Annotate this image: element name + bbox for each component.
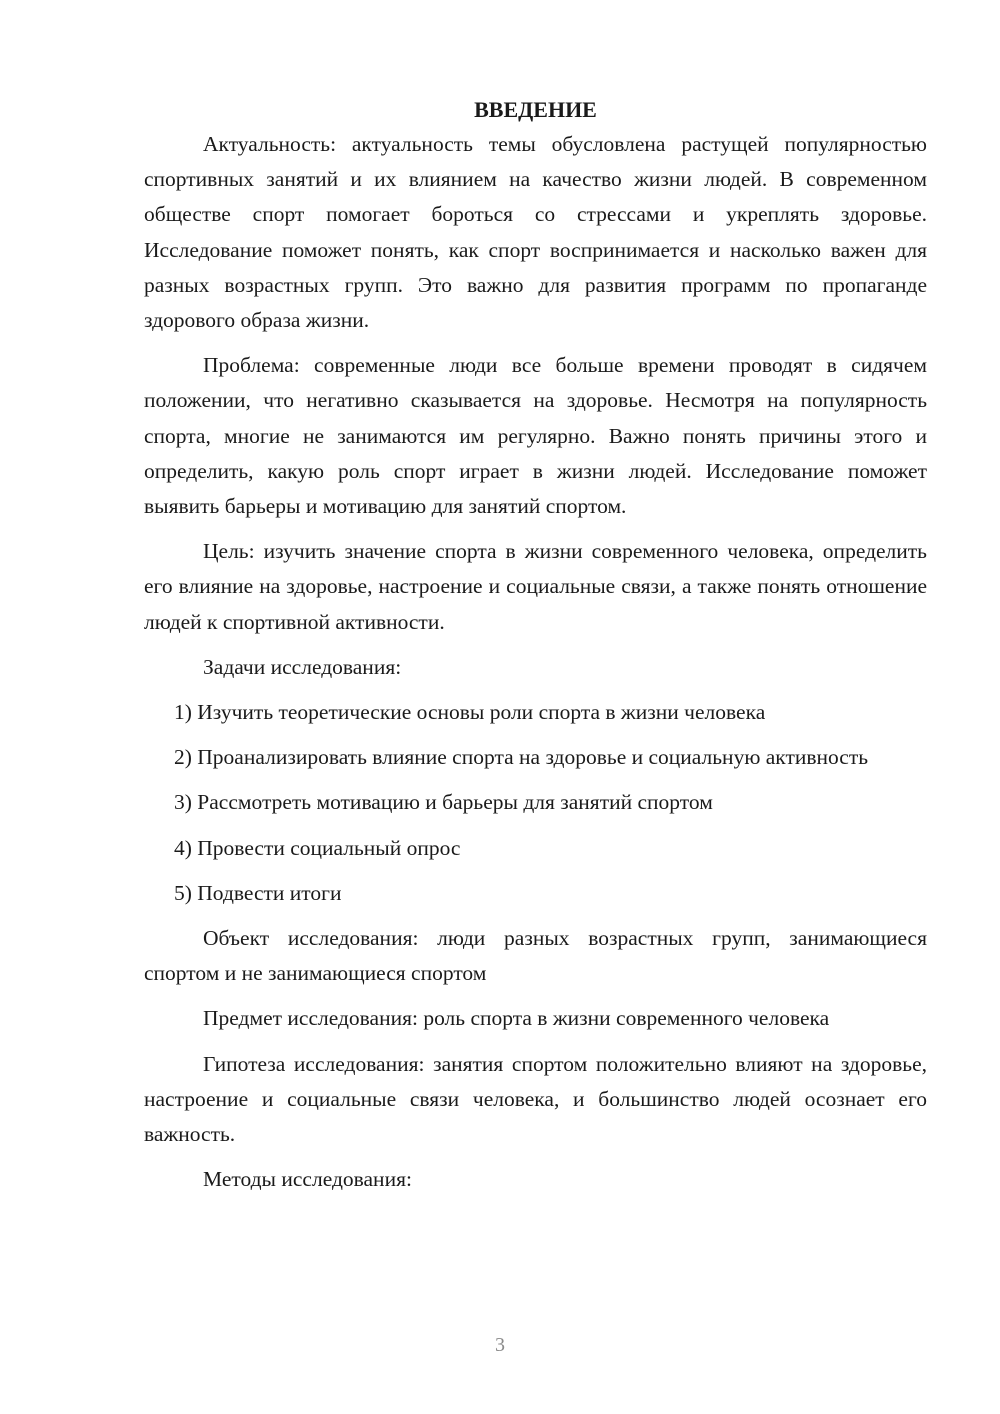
paragraph-goal: Цель: изучить значение спорта в жизни современного человека, определить его влияние на здоровье, настроение и социальные связи, а также понять отношение людей к спортивной активности. (144, 539, 927, 634)
list-item-task-1: 1) Изучить теоретические основы роли спорта в жизни человека (174, 700, 766, 725)
paragraph-object: Объект исследования: люди разных возрастных групп, занимающиеся спортом и не занимающиеся спортом (144, 926, 927, 986)
methods-heading: Методы исследования: (203, 1167, 412, 1192)
paragraph-hypothesis: Гипотеза исследования: занятия спортом положительно влияют на здоровье, настроение и социальные связи человека, и большинство людей осознает его важность. (144, 1051, 927, 1147)
document-body (144, 92, 927, 1197)
tasks-heading: Задачи исследования: (203, 654, 402, 679)
section-title: ВВЕДЕНИЕ (474, 97, 597, 122)
paragraph-relevance: Актуальность: актуальность темы обусловлена растущей популярностью спортивных занятий и их влиянием на качество жизни людей. В современном обществе спорт помогает бороться со стрессами и укреплять здоровье. Исследование поможет понять, как спорт воспринимается и насколько важен для разных возрастных групп. Это важно для развития программ по пропаганде здорового образа жизни. (144, 132, 927, 333)
page-number: 3 (495, 1334, 505, 1356)
list-item-task-4: 4) Провести социальный опрос (174, 835, 461, 860)
paragraph-problem: Проблема: современные люди все больше времени проводят в сидячем положении, что негативно сказывается на здоровье. Несмотря на популярность спорта, многие не занимаются им регулярно. Важно понять причины этого и определить, какую роль спорт играет в жизни людей. Исследование поможет выявить барьеры и мотивацию для занятий спортом. (144, 353, 927, 519)
list-item-task-2: 2) Проанализировать влияние спорта на здоровье и социальную активность (174, 745, 869, 770)
list-item-task-3: 3) Рассмотреть мотивацию и барьеры для занятий спортом (174, 790, 713, 815)
paragraph-subject: Предмет исследования: роль спорта в жизни современного человека (203, 1006, 830, 1031)
list-item-task-5: 5) Подвести итоги (174, 880, 342, 905)
